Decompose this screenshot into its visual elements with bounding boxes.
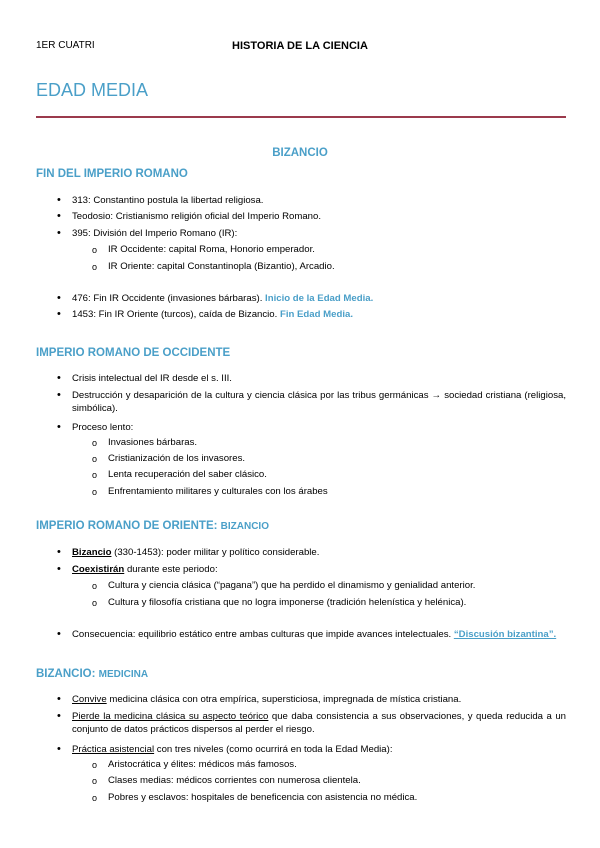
bullet-icon: •	[57, 372, 61, 384]
key-term: Convive	[72, 694, 107, 705]
bullet-icon: •	[57, 546, 61, 558]
list-item-text: que daba consistencia a sus observaciones, y queda reducida a un conjunto de datos prácticos dispersos al perder el riesgo.	[72, 711, 566, 735]
sub-bullet-icon: o	[92, 454, 98, 464]
bullet-icon: •	[57, 421, 61, 433]
header-subject: HISTORIA DE LA CIENCIA	[232, 40, 368, 52]
bullet-icon: •	[57, 563, 61, 575]
sub-list-item: Aristocrática y élites: médicos más famosos.	[108, 759, 297, 770]
sub-list-item: Invasiones bárbaras.	[108, 437, 198, 448]
list-item: 395: División del Imperio Romano (IR):	[72, 228, 238, 239]
bullet-icon: •	[57, 210, 61, 222]
section-heading-fin: FIN DEL IMPERIO ROMANO	[36, 168, 188, 180]
header-course: 1ER CUATRI	[36, 40, 95, 51]
section-heading-medicina	[36, 668, 148, 680]
sub-bullet-icon: o	[92, 487, 98, 497]
section-heading-oriente	[36, 520, 269, 532]
list-item	[72, 546, 319, 559]
list-item	[72, 308, 353, 321]
section-heading-text: BIZANCIO:	[36, 668, 96, 680]
highlight-text: Fin Edad Media.	[279, 309, 353, 320]
list-item-text: (330-1453): poder militar y político considerable.	[114, 547, 320, 558]
sub-list-item: IR Oriente: capital Constantinopla (Bizantio), Arcadio.	[108, 261, 335, 272]
page-title: EDAD MEDIA	[36, 80, 149, 100]
bullet-icon: •	[57, 308, 61, 320]
sub-bullet-icon: o	[92, 262, 98, 272]
key-term: Coexistirán	[72, 564, 125, 575]
list-item: 313: Constantino postula la libertad religiosa.	[72, 195, 264, 206]
list-item	[72, 292, 373, 305]
bullet-icon: •	[57, 628, 61, 640]
key-term: Pierde la medicina clásica su aspecto teórico	[72, 711, 269, 722]
key-term: Bizancio	[72, 547, 112, 558]
key-term: Práctica asistencial	[72, 744, 155, 755]
bullet-icon: •	[57, 710, 61, 722]
sub-list-item: IR Occidente: capital Roma, Honorio emperador.	[108, 244, 315, 255]
list-item: Destrucción y desaparición de la cultura y ciencia clásica por las tribus germánicas → sociedad cristiana (religiosa, simbólica).	[72, 390, 566, 414]
list-item	[72, 743, 393, 756]
list-item-text: 476: Fin IR Occidente (invasiones bárbaras).	[72, 293, 263, 304]
title-divider	[36, 116, 566, 118]
section-heading-sub: BIZANCIO	[220, 521, 269, 532]
sub-list-item: Pobres y esclavos: hospitales de beneficencia con asistencia no médica.	[108, 792, 418, 803]
sub-bullet-icon: o	[92, 776, 98, 786]
sub-bullet-icon: o	[92, 793, 98, 803]
list-item	[72, 693, 461, 706]
list-item-text: medicina clásica con otra empírica, supersticiosa, impregnada de mística cristiana.	[109, 694, 462, 705]
sub-bullet-icon: o	[92, 438, 98, 448]
sub-list-item: Lenta recuperación del saber clásico.	[108, 469, 267, 480]
list-item-text: Consecuencia: equilibrio estático entre ambas culturas que impide avances intelectuales.	[72, 629, 452, 640]
section-heading-text: IMPERIO ROMANO DE ORIENTE:	[36, 520, 218, 532]
list-item	[72, 563, 218, 576]
sub-bullet-icon: o	[92, 245, 98, 255]
sub-bullet-icon: o	[92, 470, 98, 480]
center-heading: BIZANCIO	[272, 147, 328, 159]
bullet-icon: •	[57, 292, 61, 304]
sub-bullet-icon: o	[92, 760, 98, 770]
sub-list-item: Cultura y filosofía cristiana que no logra imponerse (tradición helenística y helénica).	[108, 597, 467, 608]
sub-list-item: Cristianización de los invasores.	[108, 453, 246, 464]
sub-list-item: Cultura y ciencia clásica (“pagana”) que ha perdido el dinamismo y genialidad anterior.	[108, 580, 476, 591]
section-heading-occidente: IMPERIO ROMANO DE OCCIDENTE	[36, 347, 231, 359]
list-item: Proceso lento:	[72, 422, 134, 433]
bullet-icon: •	[57, 389, 61, 401]
highlight-text: Inicio de la Edad Media.	[265, 293, 374, 304]
list-item	[72, 628, 566, 641]
list-item: Crisis intelectual del IR desde el s. III.	[72, 373, 232, 384]
list-item-text: con tres niveles (como ocurrirá en toda la Edad Media):	[156, 744, 393, 755]
highlight-link[interactable]: “Discusión bizantina”.	[453, 629, 557, 640]
sub-list-item: Clases medias: médicos corrientes con numerosa clientela.	[108, 775, 361, 786]
bullet-icon: •	[57, 743, 61, 755]
bullet-icon: •	[57, 227, 61, 239]
bullet-icon: •	[57, 693, 61, 705]
sub-list-item: Enfrentamiento militares y culturales con los árabes	[108, 486, 328, 497]
sub-bullet-icon: o	[92, 598, 98, 608]
list-item-text: 1453: Fin IR Oriente (turcos), caída de Bizancio.	[72, 309, 278, 320]
sub-bullet-icon: o	[92, 581, 98, 591]
list-item-text: durante este periodo:	[126, 564, 218, 575]
bullet-icon: •	[57, 194, 61, 206]
list-item	[72, 710, 566, 736]
section-heading-sub: MEDICINA	[98, 669, 149, 680]
list-item: Teodosio: Cristianismo religión oficial del Imperio Romano.	[72, 211, 322, 222]
